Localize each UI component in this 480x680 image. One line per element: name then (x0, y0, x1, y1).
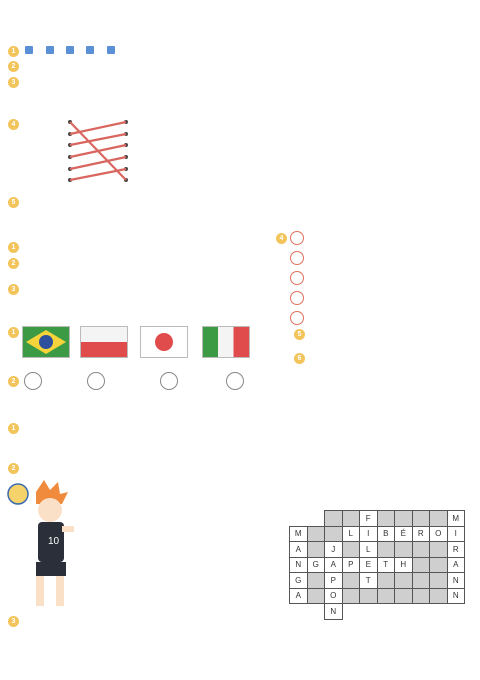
q2-row (8, 60, 19, 72)
q5-number: 5 (8, 196, 19, 208)
p3-a6: 6 (294, 352, 305, 364)
q4-number: 4 (8, 118, 19, 130)
check-icon (66, 46, 74, 54)
q-number: 2 (8, 61, 19, 72)
p4-num1: 1 (8, 326, 19, 338)
p3-num4: 4 (276, 232, 287, 244)
pass-education-watermark (150, 40, 420, 660)
q-number: 3 (8, 77, 19, 88)
color-circle-poland (87, 372, 105, 390)
check-icon (25, 46, 33, 54)
p3-a5: 5 (294, 328, 305, 340)
flag-brazil (22, 326, 70, 358)
check-icon (86, 46, 94, 54)
anime-character-illustration (6, 478, 76, 618)
q-number: 1 (8, 46, 19, 57)
p5-num3: 3 (8, 615, 19, 627)
check-icon (107, 46, 115, 54)
p3-num2: 2 (8, 257, 19, 269)
q3-block (8, 76, 19, 88)
color-circle-brazil (24, 372, 42, 390)
p3-a3: 3 (8, 283, 19, 295)
p3-a1: 1 (8, 241, 19, 253)
p5-num2: 2 (8, 462, 19, 474)
crossword-grid: F M M L I B É R O I A J L R N G A P E T H A G P T N A O N N (289, 510, 465, 620)
p4-num2: 2 (8, 375, 19, 387)
check-icon (46, 46, 54, 54)
q1-row (8, 45, 117, 57)
matching-lines (66, 116, 130, 188)
flag-poland (80, 326, 128, 358)
p5-num1: 1 (8, 422, 19, 434)
svg-text:10: 10 (48, 536, 60, 547)
